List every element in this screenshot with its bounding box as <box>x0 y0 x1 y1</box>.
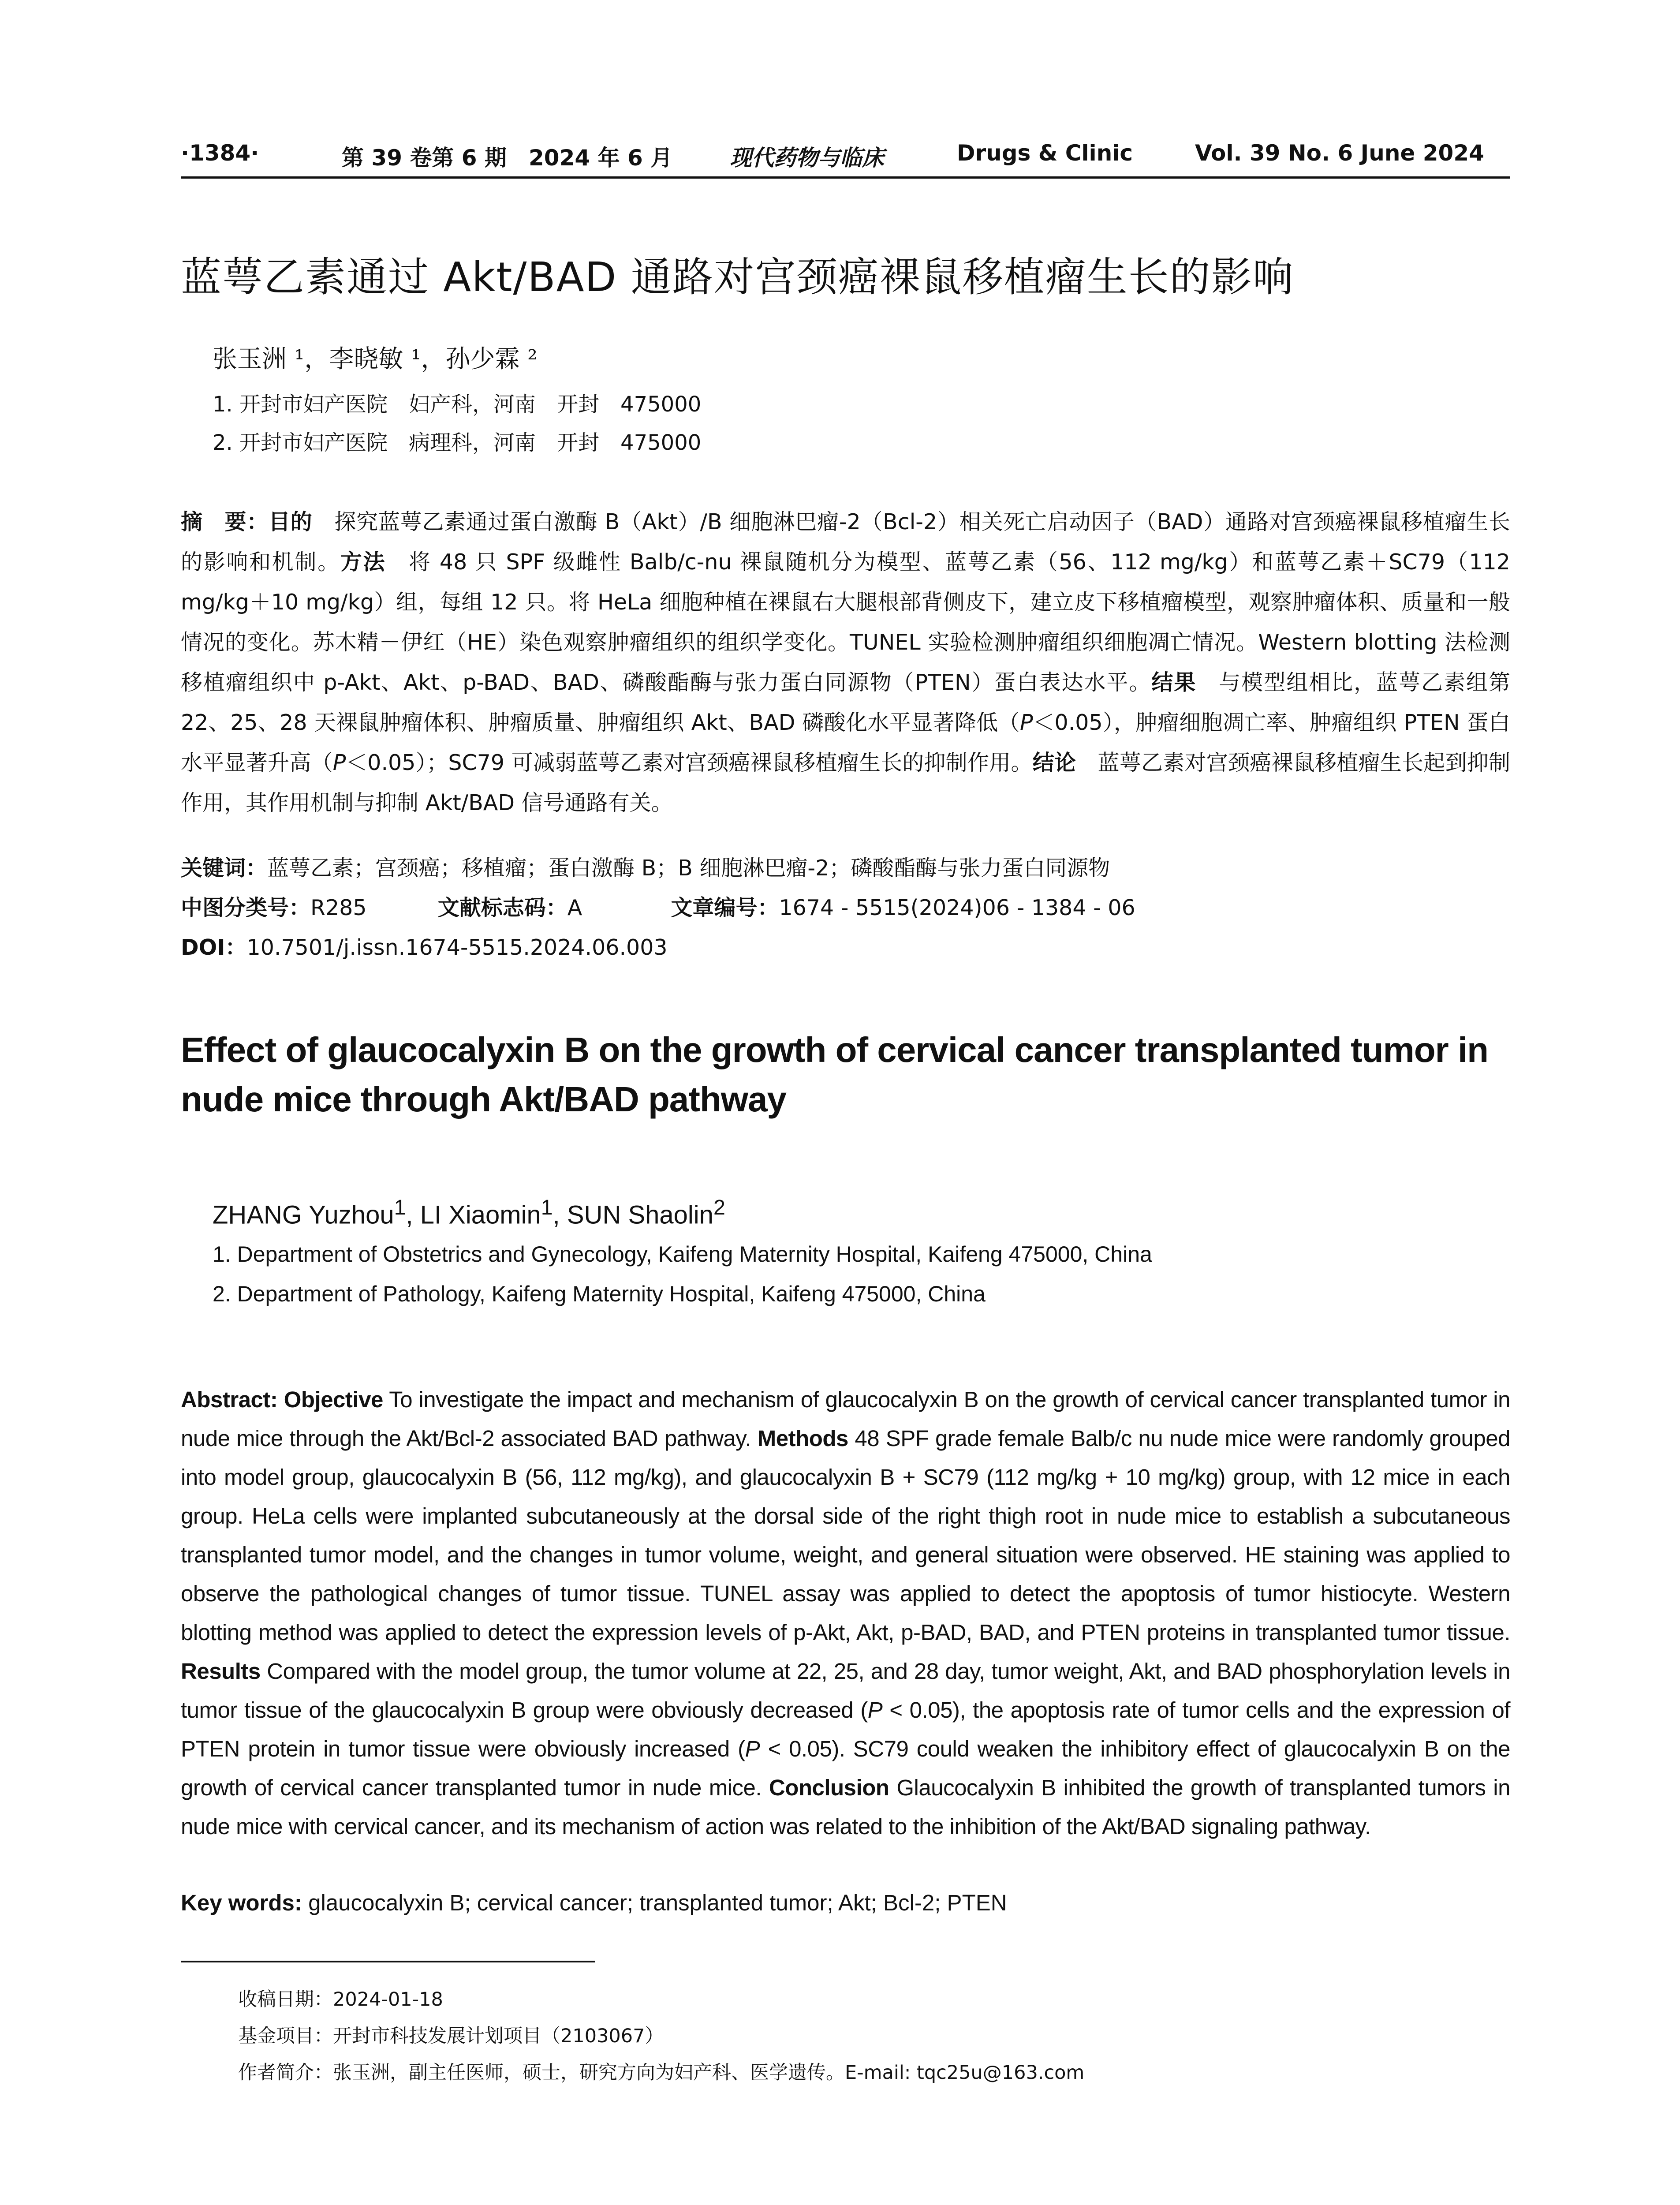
cn-affiliation-1: 1. 开封市妇产医院 妇产科，河南 开封 475000 <box>213 392 702 417</box>
cn-classification-line <box>181 891 1135 922</box>
cn-title: 蓝萼乙素通过 Akt/BAD 通路对宫颈癌裸鼠移植瘤生长的影响 <box>181 254 1294 301</box>
cn-conclusion-label: 结论 <box>1032 750 1076 775</box>
en-author-1: ZHANG Yuzhou <box>213 1200 394 1230</box>
issue-en: Vol. 39 No. 6 June 2024 <box>1195 140 1484 166</box>
cn-objective-text: 探究蓝萼乙素通过蛋白激酶 B（Akt）/B 细胞淋巴瘤-2（Bcl-2）相关死亡启动因子（BAD）通路对宫颈癌裸鼠移植瘤生长的影响和机制。 <box>181 509 1510 575</box>
cn-abstract-label: 摘 要： <box>181 509 269 534</box>
journal-name-en: Drugs & Clinic <box>957 140 1133 166</box>
cn-keywords-label: 关键词： <box>181 856 268 881</box>
footnote-received <box>238 1984 443 2011</box>
en-author-3: SUN Shaolin <box>567 1200 713 1230</box>
header-rule <box>181 176 1510 179</box>
doc-code-value: A <box>567 895 582 920</box>
en-results-text-1: Compared with the model group, the tumor volume at 22, 25, and 28 day, tumor weight, Akt, and BAD phosphorylation levels in tumor tissue of the glaucocalyxin B group were obviously decreased ( <box>181 1659 1510 1723</box>
cn-objective-label: 目的 <box>269 509 313 534</box>
doi-label: DOI： <box>181 935 247 960</box>
en-author-2-affil: 1 <box>541 1196 553 1219</box>
author-separator: , <box>406 1200 420 1230</box>
en-objective-label: Objective <box>284 1387 383 1412</box>
footnote-funding-label: 基金项目： <box>238 2025 333 2047</box>
paper-page <box>181 0 1510 2205</box>
en-results-text-3: < 0.05). SC79 could weaken the inhibitory effect of glaucocalyxin B on the growth of cervical cancer transplanted tumor in nude mice. <box>181 1736 1510 1800</box>
en-conclusion-label: Conclusion <box>769 1775 889 1800</box>
doc-code-label: 文献标志码： <box>437 895 567 920</box>
page-number: ·1384· <box>181 140 259 166</box>
en-objective-text: To investigate the impact and mechanism of glaucocalyxin B on the growth of cervical cancer transplanted tumor in nude mice through the Akt/Bcl-2 associated BAD pathway. <box>181 1387 1510 1451</box>
en-author-2: LI Xiaomin <box>420 1200 541 1230</box>
cn-p-symbol-2: P <box>332 750 346 775</box>
issue-cn: 第 39 卷第 6 期 2024 年 6 月 <box>342 145 673 171</box>
en-authors <box>213 1195 725 1230</box>
article-no-value: 1674 - 5515(2024)06 - 1384 - 06 <box>779 895 1135 920</box>
en-methods-text: 48 SPF grade female Balb/c nu nude mice were randomly grouped into model group, glaucocalyxin B (56, 112 mg/kg), and glaucocalyxin B + SC79 (112 mg/kg + 10 mg/kg) group, with 12 mice in each group. HeLa cells were implanted subcutaneously at the dorsal side of the right thigh root in nude mice to establish a subcutaneous transplanted tumor model, and the changes in tumor volume, weight, and general situation were observed. HE staining was applied to observe the pathological changes of tumor tissue. TUNEL assay was applied to detect the apoptosis of tumor histiocyte. Western blotting method was applied to detect the expression levels of p-Akt, Akt, p-BAD, BAD, and PTEN proteins in transplanted tumor tissue. <box>181 1426 1510 1645</box>
en-affiliation-2: 2. Department of Pathology, Kaifeng Maternity Hospital, Kaifeng 475000, China <box>213 1282 986 1306</box>
clc-value: R285 <box>310 895 367 920</box>
en-methods-label: Methods <box>757 1426 848 1451</box>
cn-conclusion-text: 蓝萼乙素对宫颈癌裸鼠移植瘤生长起到抑制作用，其作用机制与抑制 Akt/BAD 信号通路有关。 <box>181 750 1510 815</box>
en-affiliation-1: 1. Department of Obstetrics and Gynecology, Kaifeng Maternity Hospital, Kaifeng 475000, China <box>213 1242 1152 1267</box>
cn-affiliation-2: 2. 开封市妇产医院 病理科，河南 开封 475000 <box>213 430 702 455</box>
journal-name-cn: 现代药物与临床 <box>730 145 884 171</box>
cn-p-symbol-1: P <box>1019 710 1033 735</box>
en-results-text-2: < 0.05), the apoptosis rate of tumor cells and the expression of PTEN protein in tumor tissue were obviously increased ( <box>181 1697 1510 1761</box>
footnote-funding-text: 开封市科技发展计划项目（2103067） <box>333 2025 664 2047</box>
cn-methods-label: 方法 <box>340 549 386 575</box>
article-no-label: 文章编号： <box>671 895 779 920</box>
doi-value: 10.7501/j.issn.1674-5515.2024.06.003 <box>246 935 668 960</box>
cn-authors: 张玉洲 ¹，李晓敏 ¹，孙少霖 ² <box>213 345 538 374</box>
footnote-author-bio-text: 张玉洲，副主任医师，硕士，研究方向为妇产科、医学遗传。E-mail: tqc25u@163.com <box>333 2062 1085 2084</box>
cn-methods-text: 将 48 只 SPF 级雌性 Balb/c-nu 裸鼠随机分为模型、蓝萼乙素（56、112 mg/kg）和蓝萼乙素＋SC79（112 mg/kg＋10 mg/kg）组，每组 12 只。将 HeLa 细胞种植在裸鼠右大腿根部背侧皮下，建立皮下移植瘤模型，观察肿瘤体积、质量和一般情况的变化。苏木精－伊红（HE）染色观察肿瘤组织的组织学变化。TUNEL 实验检测肿瘤组织细胞凋亡情况。Western blotting 法检测移植瘤组织中 p-Akt、Akt、p-BAD、BAD、磷酸酯酶与张力蛋白同源物（PTEN）蛋白表达水平。 <box>181 549 1510 695</box>
cn-results-text-3: ＜0.05）；SC79 可减弱蓝萼乙素对宫颈癌裸鼠移植瘤生长的抑制作用。 <box>346 750 1033 775</box>
footnote-author-bio <box>238 2058 1084 2085</box>
en-author-1-affil: 1 <box>394 1196 406 1219</box>
en-keywords-label: Key words: <box>181 1890 309 1915</box>
en-abstract-label: Abstract: <box>181 1387 284 1412</box>
clc-label: 中图分类号： <box>181 895 311 920</box>
footnote-rule <box>181 1961 595 1962</box>
cn-keywords-text: 蓝萼乙素；宫颈癌；移植瘤；蛋白激酶 B；B 细胞淋巴瘤-2；磷酸酯酶与张力蛋白同源物 <box>267 856 1110 881</box>
en-p-symbol-2: P <box>745 1736 760 1761</box>
en-title: Effect of glaucocalyxin B on the growth of cervical cancer transplanted tumor in nude mice through Akt/BAD pathway <box>181 1030 1489 1119</box>
footnote-received-text: 2024-01-18 <box>333 1988 443 2011</box>
en-conclusion-text: Glaucocalyxin B inhibited the growth of transplanted tumors in nude mice with cervical cancer, and its mechanism of action was related to the inhibition of the Akt/BAD signaling pathway. <box>181 1775 1511 1839</box>
en-results-label: Results <box>181 1659 261 1684</box>
footnote-funding <box>238 2021 664 2048</box>
running-header <box>181 140 1510 176</box>
en-keywords-text: glaucocalyxin B; cervical cancer; transplanted tumor; Akt; Bcl-2; PTEN <box>308 1890 1007 1915</box>
cn-results-text-1: 与模型组相比，蓝萼乙素组第 22、25、28 天裸鼠肿瘤体积、肿瘤质量、肿瘤组织 Akt、BAD 磷酸化水平显著降低（ <box>181 670 1510 735</box>
cn-abstract <box>181 502 1510 823</box>
doi-line <box>181 931 668 961</box>
cn-results-label: 结果 <box>1151 670 1197 695</box>
en-author-3-affil: 2 <box>713 1196 725 1219</box>
en-keywords <box>181 1890 1007 1916</box>
en-p-symbol-1: P <box>867 1697 883 1723</box>
en-abstract <box>181 1380 1510 1846</box>
cn-keywords <box>181 851 1110 882</box>
author-separator: , <box>553 1200 567 1230</box>
footnote-received-label: 收稿日期： <box>238 1988 333 2011</box>
footnote-author-bio-label: 作者简介： <box>238 2062 333 2084</box>
cn-results-text-2: ＜0.05），肿瘤细胞凋亡率、肿瘤组织 PTEN 蛋白水平显著升高（ <box>181 710 1510 775</box>
